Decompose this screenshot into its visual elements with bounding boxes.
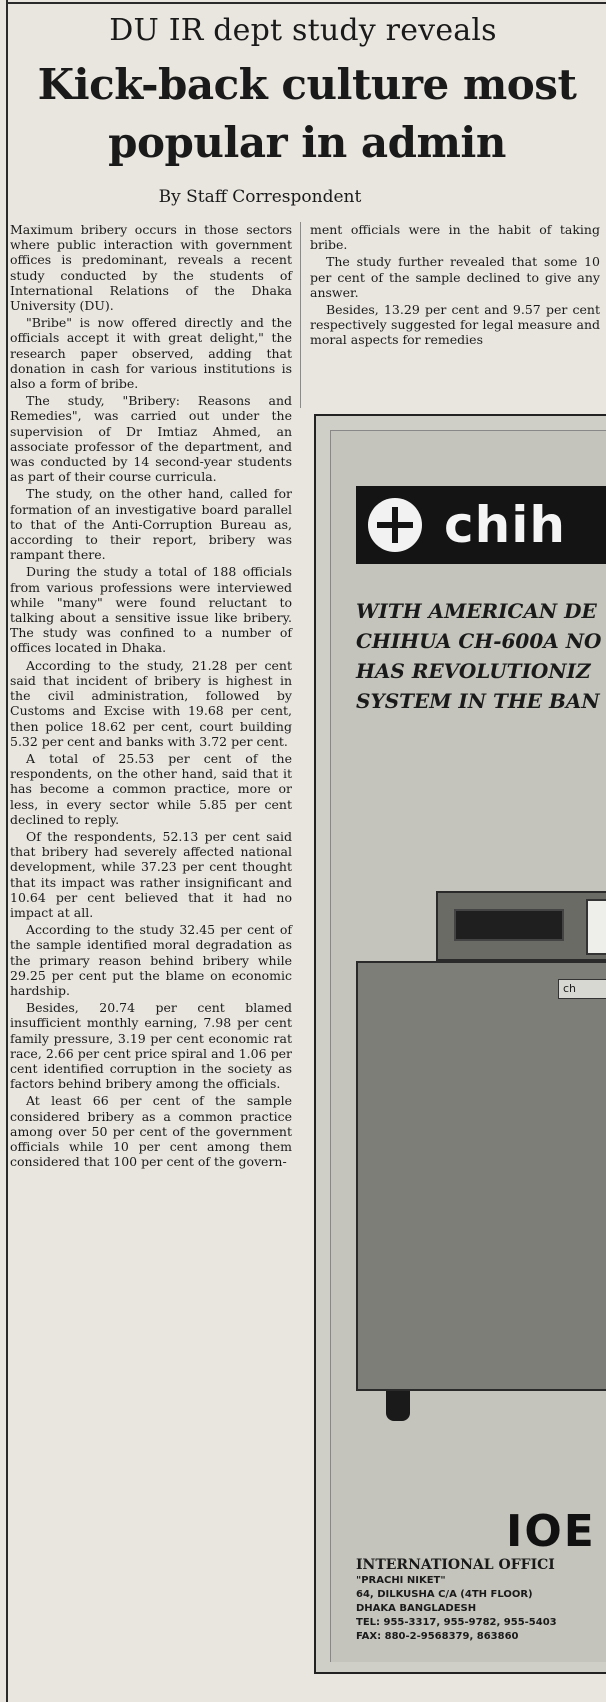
paragraph: According to the study, 21.28 per cent said that incident of bribery is highest in the civil administration, followed by Customs and Excise with 19.68 per cent, then police 18.62 per cent, court building 5.32 per cent and banks with 3.72 per cent.	[10, 657, 292, 749]
paragraph: The study, "Bribery: Reasons and Remedies", was carried out under the supervision of Dr Imtiaz Ahmed, an associate professor of the department, and was conducted by 14 second-year students as part of their course curricula.	[10, 393, 292, 485]
paragraph: The study, on the other hand, called for formation of an investigative board parallel to that of the Anti-Corruption Bureau as, according to their report, bribery was rampant there.	[10, 486, 292, 563]
ad-fax-line: FAX: 880-2-9568379, 863860	[356, 1631, 519, 1642]
machine-badge: ch	[558, 979, 606, 999]
ad-contact-block	[356, 1556, 606, 1644]
paragraph: The study further revealed that some 10 per cent of the sample declined to give any answer.	[310, 254, 600, 300]
article-headline: Kick-back culture most popular in admin	[37, 60, 577, 167]
brand-logo-text: chih	[444, 496, 566, 554]
paragraph: According to the study 32.45 per cent of the sample identified moral degradation as the primary reason behind bribery while 29.25 per cent put the blame on economic hardship.	[10, 922, 292, 998]
ad-address-line: 64, DILKUSHA C/A (4TH FLOOR)	[356, 1589, 533, 1600]
paragraph: "Bribe" is now offered directly and the officials accept it with great delight," the research paper observed, adding that donation in cash for various institutions is also a form of bribe.	[10, 315, 292, 392]
paragraph: At least 66 per cent of the sample considered bribery as a common practice among over 50 per cent of the government officials while 10 per cent among them considered that 100 per cent of the govern-	[10, 1093, 292, 1170]
article-column-2	[310, 222, 600, 350]
machine-body	[356, 961, 606, 1391]
article-kicker: DU IR dept study reveals	[109, 13, 497, 48]
paragraph: Maximum bribery occurs in those sectors where public interaction with government offices is predominant, reveals a recent study conducted by the students of International Relations of the Dhaka University (DU).	[10, 222, 292, 314]
company-logo: IOE	[506, 1506, 596, 1557]
machine-note-slot	[586, 899, 606, 955]
paragraph: ment officials were in the habit of taking bribe.	[310, 222, 600, 253]
chihua-advertisement	[314, 414, 606, 1674]
paragraph: During the study a total of 188 officials from various professions were interviewed while "many" were found reluctant to talking about a sensitive issue like bribery. The study was confined to a number of offices located in Dhaka.	[10, 564, 292, 656]
ad-company-name: INTERNATIONAL OFFICI	[356, 1557, 555, 1573]
ad-tagline-line: SYSTEM IN THE BAN	[356, 689, 600, 713]
money-counter-machine-image	[356, 891, 606, 1391]
column-divider	[300, 222, 301, 408]
ad-tagline-line: HAS REVOLUTIONIZ	[356, 659, 591, 683]
paragraph: Of the respondents, 52.13 per cent said that bribery had severely affected national development, while 37.23 per cent thought that its impact was rather insignificant and 10.64 per cent believed that it had no impact at all.	[10, 828, 292, 920]
page-top-rule	[6, 2, 606, 4]
brand-logo-icon	[368, 498, 422, 552]
machine-foot	[386, 1391, 410, 1421]
paragraph: Besides, 13.29 per cent and 9.57 per cent respectively suggested for legal measure and moral aspects for remedies	[310, 302, 600, 348]
machine-display	[454, 909, 564, 941]
paragraph: Besides, 20.74 per cent blamed insufficient monthly earning, 7.98 per cent family pressure, 3.19 per cent economic rat race, 2.66 per cent price spiral and 1.06 per cent identified corruption in the society as factors behind bribery among the officials.	[10, 1000, 292, 1092]
paragraph: A total of 25.53 per cent of the respondents, on the other hand, said that it has become a common practice, more or less, in every sector while 5.85 per cent declined to reply.	[10, 750, 292, 827]
page-left-rule	[6, 0, 8, 1702]
article-byline: By Staff Correspondent	[158, 187, 362, 207]
brand-logo	[356, 486, 606, 564]
ad-address-line: DHAKA BANGLADESH	[356, 1603, 477, 1614]
ad-phone-line: TEL: 955-3317, 955-9782, 955-5403	[356, 1617, 557, 1628]
ad-tagline-line: CHIHUA CH-600A NO	[356, 629, 602, 653]
ad-tagline-line: WITH AMERICAN DE	[356, 599, 597, 623]
ad-address-line: "PRACHI NIKET"	[356, 1575, 446, 1586]
article-column-1	[10, 222, 292, 1171]
machine-top	[436, 891, 606, 961]
